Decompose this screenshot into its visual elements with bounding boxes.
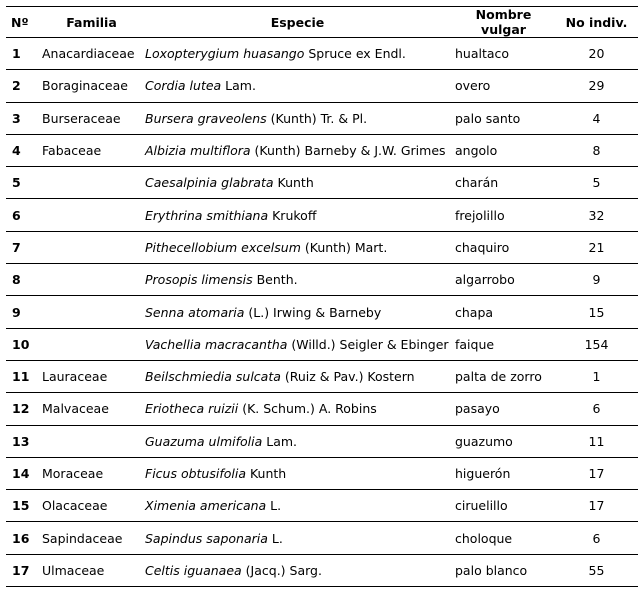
species-name: Ficus obtusifolia [145,466,246,481]
cell-no-indiv: 17 [555,457,638,489]
cell-nombre-vulgar: ciruelillo [452,490,555,522]
cell-no-indiv: 4 [555,102,638,134]
cell-no: 6 [6,199,40,231]
cell-nombre-vulgar: faique [452,328,555,360]
species-name: Beilschmiedia sulcata [145,369,281,385]
table-row [6,457,638,489]
table-row [6,490,638,522]
cell-familia [40,199,143,231]
table-row [6,102,638,134]
cell-nombre-vulgar: algarrobo [452,264,555,296]
cell-especie [143,38,452,70]
cell-familia: Boraginaceae [40,70,143,102]
species-author: L. [267,530,283,546]
cell-no: 3 [6,102,40,134]
cell-especie [143,360,452,392]
cell-no: 11 [6,360,40,392]
cell-nombre-vulgar: frejolillo [452,199,555,231]
cell-especie [143,231,452,263]
header-no: Nº [6,7,40,38]
cell-no: 13 [6,425,40,457]
cell-especie [143,490,452,522]
cell-no-indiv: 8 [555,134,638,166]
cell-familia [40,328,143,360]
cell-nombre-vulgar: charán [452,167,555,199]
cell-no-indiv: 1 [555,360,638,392]
species-author: (K. Schum.) A. Robins [238,401,377,417]
cell-familia: Malvaceae [40,393,143,425]
cell-especie [143,102,452,134]
cell-no-indiv: 32 [555,199,638,231]
species-name: Erythrina smithiana [145,207,269,223]
cell-familia: Anacardiaceae [40,38,143,70]
cell-especie [143,264,452,296]
cell-familia: Fabaceae [40,134,143,166]
table-row [6,167,638,199]
species-name: Ximenia americana [145,498,267,514]
species-author: Spruce ex Endl. [304,46,406,62]
cell-familia: Moraceae [40,457,143,489]
cell-familia: Burseraceae [40,102,143,134]
cell-no: 10 [6,328,40,360]
species-name: Albizia multiflora [145,143,251,159]
cell-especie [143,296,452,328]
cell-familia [40,264,143,296]
species-table [6,6,638,587]
cell-nombre-vulgar: overo [452,70,555,102]
table-row [6,425,638,457]
cell-no: 1 [6,38,40,70]
cell-nombre-vulgar: chapa [452,296,555,328]
table-row [6,393,638,425]
table-row [6,199,638,231]
table-row [6,328,638,360]
species-author: (Ruiz & Pav.) Kostern [280,369,415,385]
cell-nombre-vulgar: hualtaco [452,38,555,70]
cell-no-indiv: 15 [555,296,638,328]
species-author: (Jacq.) Sarg. [241,562,322,578]
cell-no-indiv: 5 [555,167,638,199]
table-row [6,296,638,328]
table-row [6,38,638,70]
species-name: Cordia lutea [145,78,222,94]
cell-no-indiv: 9 [555,264,638,296]
species-name: Loxopterygium huasango [145,46,305,62]
cell-familia: Lauraceae [40,360,143,392]
cell-familia [40,296,143,328]
cell-no: 15 [6,490,40,522]
species-author: Kunth [273,175,314,191]
cell-especie [143,554,452,586]
cell-nombre-vulgar: choloque [452,522,555,554]
species-name: Pithecellobium excelsum [145,239,301,255]
species-name: Eriotheca ruizii [145,401,239,417]
species-author: L. [266,498,282,514]
cell-especie [143,522,452,554]
table-row [6,70,638,102]
cell-nombre-vulgar: angolo [452,134,555,166]
cell-no-indiv: 6 [555,393,638,425]
cell-familia: Sapindaceae [40,522,143,554]
cell-especie [143,199,452,231]
species-name: Caesalpinia glabrata [145,175,274,191]
cell-familia: Ulmaceae [40,554,143,586]
cell-no-indiv: 154 [555,328,638,360]
cell-no: 7 [6,231,40,263]
species-author: (L.) Irwing & Barneby [244,304,382,320]
species-author: Krukoff [268,207,317,223]
cell-no-indiv: 21 [555,231,638,263]
cell-no-indiv: 29 [555,70,638,102]
cell-no: 8 [6,264,40,296]
cell-no: 4 [6,134,40,166]
cell-nombre-vulgar: palo blanco [452,554,555,586]
cell-no: 16 [6,522,40,554]
header-no-indiv: No indiv. [555,7,638,38]
cell-especie [143,167,452,199]
cell-nombre-vulgar: guazumo [452,425,555,457]
cell-familia [40,231,143,263]
cell-nombre-vulgar: palo santo [452,102,555,134]
species-author: Lam. [262,433,298,449]
header-row [6,7,638,38]
cell-no: 9 [6,296,40,328]
cell-familia: Olacaceae [40,490,143,522]
species-name: Sapindus saponaria [145,530,268,546]
species-author: Lam. [221,78,256,94]
species-name: Celtis iguanaea [145,562,242,578]
species-name: Senna atomaria [145,304,245,320]
species-author: (Willd.) Seigler & Ebinger [287,336,449,352]
cell-especie [143,425,452,457]
cell-no: 14 [6,457,40,489]
species-author: Benth. [252,272,298,288]
species-author: (Kunth) Mart. [300,239,388,255]
table-row [6,360,638,392]
cell-no: 2 [6,70,40,102]
cell-nombre-vulgar: higuerón [452,457,555,489]
cell-familia [40,425,143,457]
cell-familia [40,167,143,199]
cell-no-indiv: 6 [555,522,638,554]
cell-especie [143,328,452,360]
cell-nombre-vulgar: chaquiro [452,231,555,263]
cell-nombre-vulgar: palta de zorro [452,360,555,392]
cell-no: 17 [6,554,40,586]
species-name: Prosopis limensis [145,272,253,288]
species-name: Guazuma ulmifolia [145,433,263,449]
table-row [6,522,638,554]
species-name: Bursera graveolens [145,110,267,126]
species-author: Kunth [246,466,287,481]
cell-nombre-vulgar: pasayo [452,393,555,425]
species-author: (Kunth) Tr. & Pl. [266,110,368,126]
header-nombre-vulgar: Nombre vulgar [452,7,555,38]
table-row [6,554,638,586]
species-name: Vachellia macracantha [145,336,288,352]
cell-no: 5 [6,167,40,199]
cell-especie [143,70,452,102]
cell-no-indiv: 55 [555,554,638,586]
cell-especie [143,134,452,166]
cell-no-indiv: 20 [555,38,638,70]
table-row [6,264,638,296]
cell-no-indiv: 17 [555,490,638,522]
cell-no: 12 [6,393,40,425]
header-especie: Especie [143,7,452,38]
cell-especie [143,393,452,425]
table-row [6,134,638,166]
table-row [6,231,638,263]
cell-especie [143,457,452,489]
cell-no-indiv: 11 [555,425,638,457]
species-author: (Kunth) Barneby & J.W. Grimes [250,143,446,159]
header-familia: Familia [40,7,143,38]
